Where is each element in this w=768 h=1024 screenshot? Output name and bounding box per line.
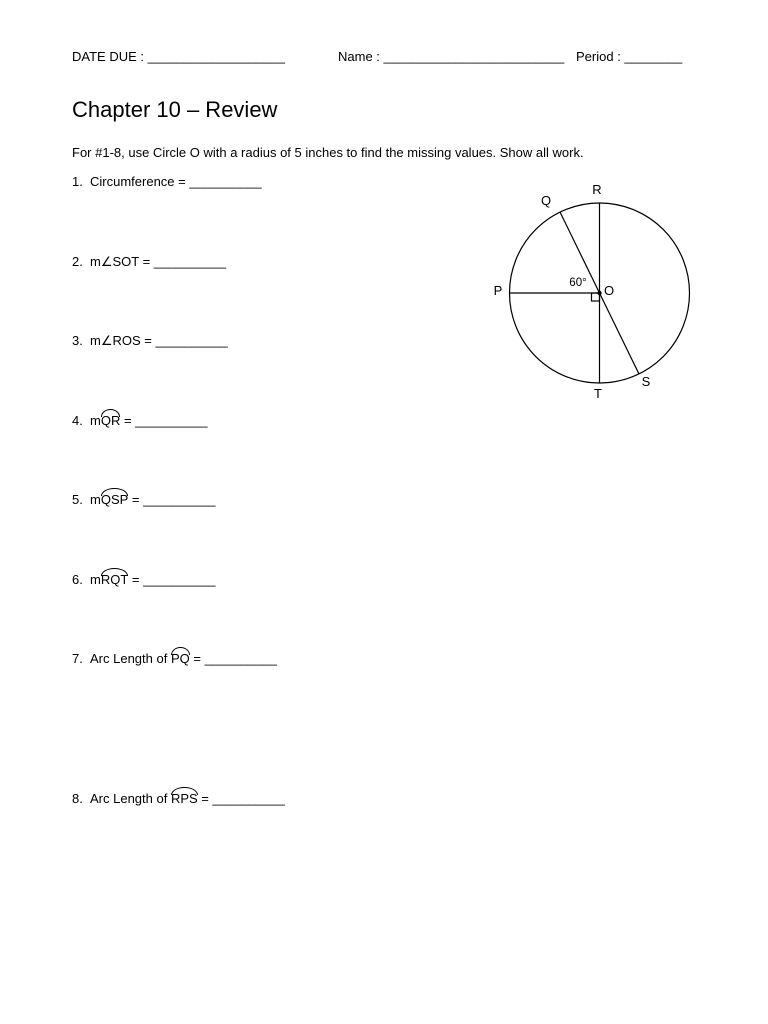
question-body xyxy=(90,492,215,508)
date-due-field xyxy=(72,49,285,65)
question-suffix: = xyxy=(128,492,144,507)
label-s: S xyxy=(641,374,651,389)
arc-notation: QSP xyxy=(100,492,129,507)
arc-notation: RQT xyxy=(100,572,129,587)
question-prompt: m∠SOT = xyxy=(90,254,154,269)
name-field xyxy=(338,49,564,65)
name-blank: _________________________ xyxy=(383,49,565,64)
question-5 xyxy=(0,492,480,508)
question-1 xyxy=(0,174,480,190)
question-prefix: m xyxy=(90,492,101,507)
question-prefix: Arc Length of xyxy=(90,651,171,666)
question-6 xyxy=(0,572,480,588)
question-body xyxy=(90,651,277,667)
question-prompt: m∠ROS = xyxy=(90,333,156,348)
period-blank: ________ xyxy=(624,49,683,64)
circle-o-diagram xyxy=(480,175,710,405)
angle-label: 60° xyxy=(569,277,587,289)
question-number: 7. xyxy=(72,651,83,666)
arc-notation: RPS xyxy=(170,791,198,806)
question-4 xyxy=(0,413,480,429)
answer-blank: __________ xyxy=(135,413,208,428)
question-number: 1. xyxy=(72,174,83,189)
answer-blank: __________ xyxy=(143,572,216,587)
label-q: Q xyxy=(540,193,552,208)
question-number: 3. xyxy=(72,333,83,348)
question-number: 5. xyxy=(72,492,83,507)
question-number: 4. xyxy=(72,413,83,428)
question-prefix: Arc Length of xyxy=(90,791,171,806)
period-field xyxy=(576,49,682,65)
question-prompt: Circumference = xyxy=(90,174,190,189)
arc-notation: QR xyxy=(100,413,121,428)
question-suffix: = xyxy=(120,413,136,428)
answer-blank: __________ xyxy=(189,174,262,189)
name-label: Name : xyxy=(338,49,384,64)
label-o: O xyxy=(603,283,615,298)
date-due-blank: ___________________ xyxy=(147,49,285,64)
answer-blank: __________ xyxy=(212,791,285,806)
label-r: R xyxy=(592,182,602,197)
label-t: T xyxy=(594,386,602,401)
question-number: 8. xyxy=(72,791,83,806)
question-8 xyxy=(0,791,480,807)
answer-blank: __________ xyxy=(155,333,228,348)
page-title: Chapter 10 – Review xyxy=(72,97,278,122)
question-suffix: = xyxy=(128,572,144,587)
instructions: For #1-8, use Circle O with a radius of 5 inches to find the missing values. Show all work. xyxy=(72,145,584,160)
question-body xyxy=(90,333,228,349)
answer-blank: __________ xyxy=(204,651,277,666)
period-label: Period : xyxy=(576,49,625,64)
question-body xyxy=(90,413,207,429)
question-body xyxy=(90,572,215,588)
question-suffix: = xyxy=(189,651,205,666)
date-due-label: DATE DUE : xyxy=(72,49,148,64)
question-body xyxy=(90,791,285,807)
answer-blank: __________ xyxy=(143,492,216,507)
question-number: 2. xyxy=(72,254,83,269)
question-prefix: m xyxy=(90,572,101,587)
question-body xyxy=(90,254,226,270)
answer-blank: __________ xyxy=(153,254,227,269)
question-prefix: m xyxy=(90,413,101,428)
arc-notation: PQ xyxy=(170,651,190,666)
question-3 xyxy=(0,333,480,349)
question-7 xyxy=(0,651,480,667)
question-suffix: = xyxy=(197,791,213,806)
question-2 xyxy=(0,254,480,270)
question-body xyxy=(90,174,262,190)
question-number: 6. xyxy=(72,572,83,587)
label-p: P xyxy=(493,283,503,298)
center-point xyxy=(597,291,601,295)
